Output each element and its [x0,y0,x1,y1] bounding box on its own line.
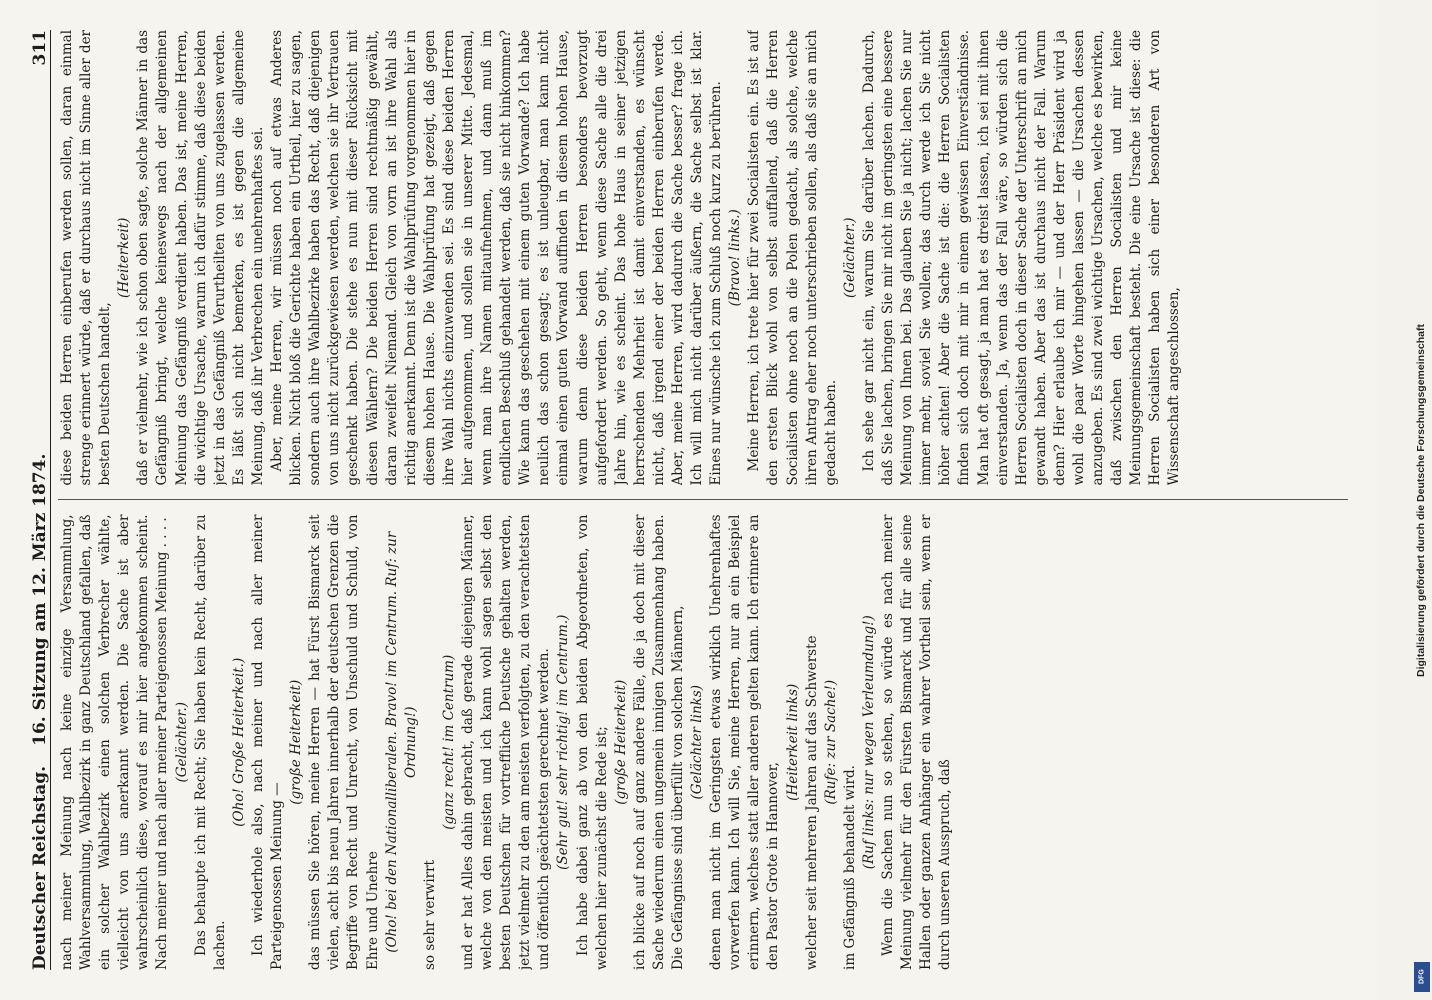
paragraph: Ich sehe gar nicht ein, warum Sie darüber lachen. Dadurch, daß Sie lachen, bringen Sie mir nicht im geringsten eine bessere Meinung von Ihnen bei. Das glauben Sie ja nicht; lachen Sie nur immer mehr, soviel Sie wollen; das durch werde ich Sie nicht höher achten! Aber die Sache ist die: die Herren Socialisten finden sich doch mit mir in einem gewissen Einverständnisse. Man hat oft gesagt, ja man hat es dreist lassen, ich sei mit ihnen einverstanden. Ja, wenn das der Fall wäre, so würden sich die Herren Socialisten doch in dieser Sache der Unterschrift an mich gewandt haben. Aber das ist durchaus nicht der Fall. Warum denn? Hier erlaube ich mir — und der Herr Präsident wird ja wohl die paar Worte hingehen lassen — die Ursachen dessen anzugeben. Es sind zwei wichtige Ursachen, welche es bewirken, daß zwischen den Herren Socialisten und mir keine Meinungsgemeinschaft besteht. Die eine Ursache ist diese: die Herren Socialisten haben sich einer besonderen Art von Wissenschaft angeschlossen, [860,29,1183,486]
paragraph: Das behaupte ich mit Recht; Sie haben kein Recht, darüber zu lachen. [192,514,228,970]
interjection: (Gelächter.) [173,701,190,783]
interjection: (Gelächter.) [841,217,858,299]
paragraph: nach meiner Meinung nach keine einzige Versammlung, Wahlversammlung, Wahlbezirk in ganz Deutschland gefallen, daß ein solcher Wahlbezirk einen solchen Verbrecher wählte, vielleicht von uns anerkannt werden. Die Sache ist aber wahrscheinlich diese, worauf es mir hier angekommen scheint. Nach meiner und nach aller meiner Parteigenossen Meinung . . . . [59,514,171,970]
page-number: 311 [30,30,50,66]
dfg-logo: DFG [1414,962,1430,992]
paragraph: welcher seit mehreren Jahren auf das Schwerste [803,635,820,970]
interjection: (Sehr gut! sehr richtig! im Centrum.) [555,614,572,870]
column-divider [58,500,1348,501]
interjection: (Heiterkeit) [116,217,133,298]
right-column [58,30,1348,486]
funding-note: Digitalisierung gefördert durch die Deutsche Forschungsgemeinschaft [1415,323,1427,677]
interjection: (Bravo! links.) [727,209,744,307]
paragraph: diese beiden Herren einberufen werden sollen, daran einmal strenge erinnert würde, daß er durchaus nicht im Sinne aller der besten Deutschen handelt, [59,29,114,486]
text-columns [58,30,1348,970]
interjection: (große Heiterkeit) [612,679,629,805]
interjection: (ganz recht! im Centrum) [440,654,457,830]
interjection: (große Heiterkeit) [288,679,305,805]
paragraph: Wenn die Sachen nun so stehen, so würde es nach meiner Meinung vielmehr für den Fürsten Bismarck und für alle seine Hallen oder ganzen Anhänger ein wahrer Vortheil sein, wenn er durch unseren Ausspruch, daß [880,514,954,970]
header-session: 16. Sitzung am 12. März 1874. [30,453,50,746]
header-title: Deutscher Reichstag. [30,765,50,970]
paragraph: das müssen Sie hören, meine Herren — hat Fürst Bismarck seit vielen, acht bis neun Jahren innerhalb der deutschen Grenzen die Begriffe von Recht und Unrecht, von Unschuld und Schuld, von Ehre und Unehre [307,514,381,970]
funding-sidebar [1412,0,1430,1000]
left-column [58,514,1348,970]
interjection: (Rufe: zur Sache!) [822,679,839,805]
paragraph: und er hat Alles dahin gebracht, daß gerade diejenigen Männer, welche von den meisten und ich kann wohl sagen selbst den besten Deutschen für vortreffliche Deutsche gehalten werden, jetzt vielmehr zu den am meisten verfolgten, zu den verachtetsten und öffentlich geächtetsten gerechnet werden. [459,514,553,970]
interjection: (Gelächter links) [689,684,706,800]
interjection: (Ruf links: nur wegen Verleumdung!) [860,615,877,870]
paragraph: daß er vielmehr, wie ich schon oben sagte, solche Männer in das Gefängniß bringt, welche keineswegs nach der allgemeinen Meinung das Gefängniß verdient haben. Das ist, meine Herren, die wichtige Ursache, warum ich dafür stimme, daß diese beiden jetzt in das Gefängniß Verurtheilten von uns zugelassen werden. Es läßt sich nicht bemerken, es ist gegen die allgemeine Meinung, daß ihr Verbrechen ein unehrenhaftes sei. [135,29,266,486]
paragraph: Meine Herren, ich trete hier für zwei Socialisten ein. Es ist auf den ersten Blick wohl von selbst auffallend, daß die Herren Socialisten ohne noch an die Polen gedacht, als solche, welche ihren Antrag eher noch unterschrieben sollen, als daß sie an mich gedacht haben. [746,29,839,486]
interjection: (Heiterkeit links) [784,683,801,801]
interjection: (Oho! Große Heiterkeit.) [230,657,247,827]
paragraph: Ich wiederhole also, nach meiner und nach aller meiner Parteigenossen Meinung — [249,514,286,970]
interjection: (Oho! bei den Nationalliberalen. Bravo! im Centrum. Ruf: zur Ordnung!) [383,531,419,953]
paragraph: so sehr verwirrt [421,860,438,970]
paragraph: Aber, meine Herren, wir müssen noch auf etwas Anderes blicken. Nicht bloß die Gerichte haben ein Urtheil, hier zu sagen, sondern auch ihre Wahlbezirke haben das Recht, daß diejenigen von uns nicht zurückgewiesen werden, welchen sie ihr Vertrauen geschenkt haben. Die stehe es nun mit dieser Rücksicht mit diesen Wählern? Die beiden Herren sind rechtmäßig gewählt, daran zweifelt Niemand. Gleich von vorn an ist ihre Wahl als richtig anerkannt. Denn ist die Wahlprüfung vorgenommen hier in diesem hohen Hause. Die Wahlprüfung hat gezeigt, daß gegen ihre Wahl nichts einzuwenden sei. Es sind diese beiden Herren hier aufgenommen, und sollen sie in unserer Mitte. Jedesmal, wenn man ihre Namen mitaufnehmen, und dann muß im endlichen Beschluß gehandelt werden, daß sie nicht hinkommen? Wie kann das geschehen mit einem guten Vorwande? Ich habe neulich das schon gesagt; es ist unleugbar, man kann nicht einmal einen guten Vorwand auffinden in diesem hohen Hause, warum denn diese beiden Herren besonders bevorzugt aufgefordert werden. So geht, wenn diese Sache alle die drei Jahre hin, wie es scheint. Das hohe Haus in seiner jetzigen herrschenden Mehrheit ist damit einverstanden, es wünscht nicht, daß irgend einer der beiden Herren einberufen werde. Aber, meine Herren, wird dadurch die Sache besser? frage ich. Ich will mich nicht darüber äußern, die Sache selbst ist klar. Eines nur wünsche ich zum Schluß noch kurz zu berühren. [269,29,725,486]
page-header [22,30,51,970]
paragraph: ich blicke auf noch auf ganz andere Fälle, die ja doch mit dieser Sache wiederum einen ungemein innigen Zusammenhang haben. Die Gefängnisse sind überfüllt von solchen Männern, [631,514,686,970]
paragraph: im Gefängniß behandelt wird. [841,765,858,970]
paragraph: Ich habe dabei ganz ab von den beiden Abgeordneten, von welchen hier zunächst die Rede ist; [574,514,610,970]
paragraph: denen man nicht im Geringsten etwas wirklich Unehrenhaftes vorwerfen kann. Ich will Sie, meine Herren, nur an ein Beispiel erinnern, welches statt aller anderen gelten kann. Ich erinnere an den Pastor Grote in Hannover, [708,514,782,970]
